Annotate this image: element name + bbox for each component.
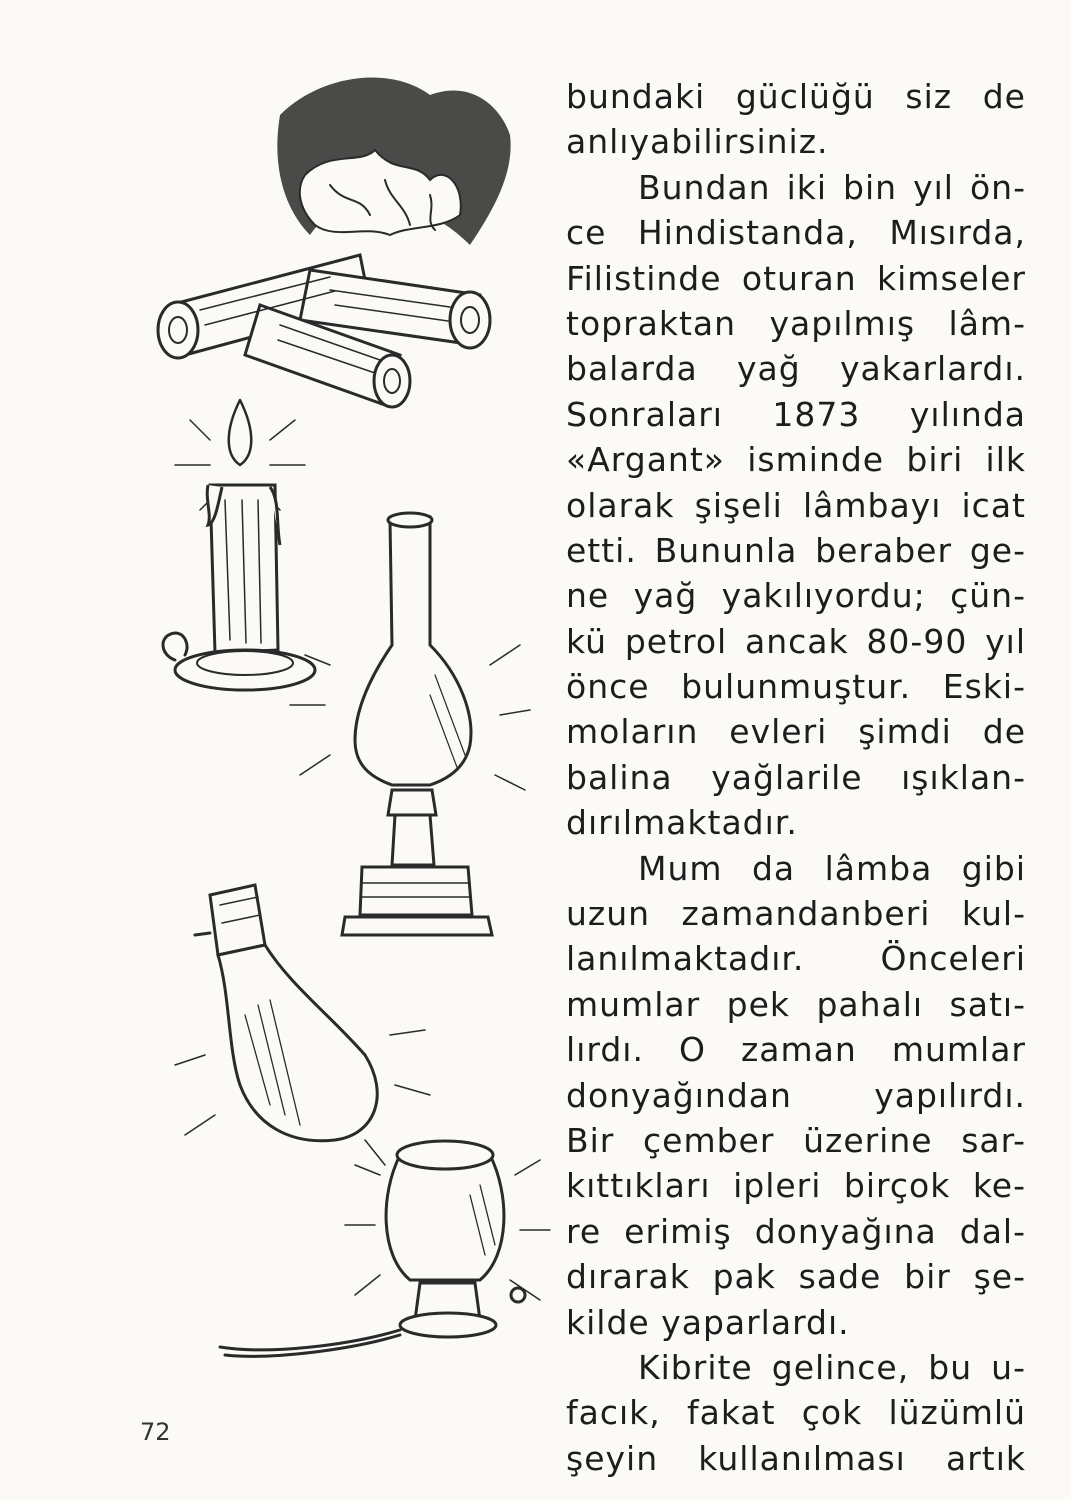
text-line: şeyin kullanılması artık	[566, 1438, 1026, 1478]
text-line: önce bulunmuştur. Eski-	[566, 667, 1026, 707]
text-line: Bir çember üzerine sar-	[566, 1120, 1026, 1160]
lighting-history-illustration	[130, 55, 570, 1395]
text-line: moların evleri şimdi de	[566, 712, 1026, 752]
body-text-column	[566, 74, 1026, 1481]
text-line: bundaki güclüğü siz de	[566, 77, 1026, 116]
text-line: ce Hindistanda, Mısırda,	[566, 213, 1026, 253]
text-line: lırdı. O zaman mumlar	[566, 1030, 1026, 1070]
text-line: kıttıkları ipleri birçok ke-	[566, 1166, 1026, 1206]
text-line: ne yağ yakılıyordu; çün-	[566, 576, 1026, 616]
text-line: balarda yağ yakarlardı.	[566, 349, 1026, 389]
text-line: Kibrite gelince, bu u-	[638, 1347, 1026, 1387]
text-line: Mum da lâmba gibi	[638, 848, 1026, 888]
campfire-icon	[158, 78, 511, 407]
text-line: balina yağlarile ışıklan-	[566, 757, 1026, 797]
text-line: dırılmaktadır.	[566, 803, 798, 843]
text-line: kü petrol ancak 80-90 yıl	[566, 621, 1026, 661]
text-line: topraktan yapılmış lâm-	[566, 303, 1026, 343]
page-number: 72	[140, 1418, 171, 1446]
electric-lamp-icon	[220, 1141, 550, 1356]
text-line: mumlar pek pahalı satı-	[566, 984, 1026, 1024]
text-line: Bundan iki bin yıl ön-	[638, 167, 1026, 207]
text-line: Filistinde oturan kimseler	[566, 258, 1026, 298]
text-line: etti. Bununla beraber ge-	[566, 530, 1026, 570]
text-line: Sonraları 1873 yılında	[566, 394, 1026, 434]
text-line: re erimiş donyağına dal-	[566, 1211, 1026, 1251]
text-line: facık, fakat çok lüzümlü	[566, 1393, 1026, 1433]
text-line: anlıyabilirsiniz.	[566, 122, 829, 162]
text-line: lanılmaktadır. Önceleri	[566, 939, 1026, 979]
text-line: «Argant» isminde biri ilk	[566, 440, 1026, 480]
candle-icon	[163, 400, 315, 690]
text-line: olarak şişeli lâmbayı icat	[566, 485, 1026, 525]
text-line: kilde yaparlardı.	[566, 1302, 850, 1342]
text-line: dırarak pak sade bir şe-	[566, 1257, 1026, 1297]
oil-lamp-icon	[290, 513, 530, 935]
text-line: uzun zamandanberi kul-	[566, 894, 1026, 934]
text-line: donyağından yapılırdı.	[566, 1075, 1026, 1115]
